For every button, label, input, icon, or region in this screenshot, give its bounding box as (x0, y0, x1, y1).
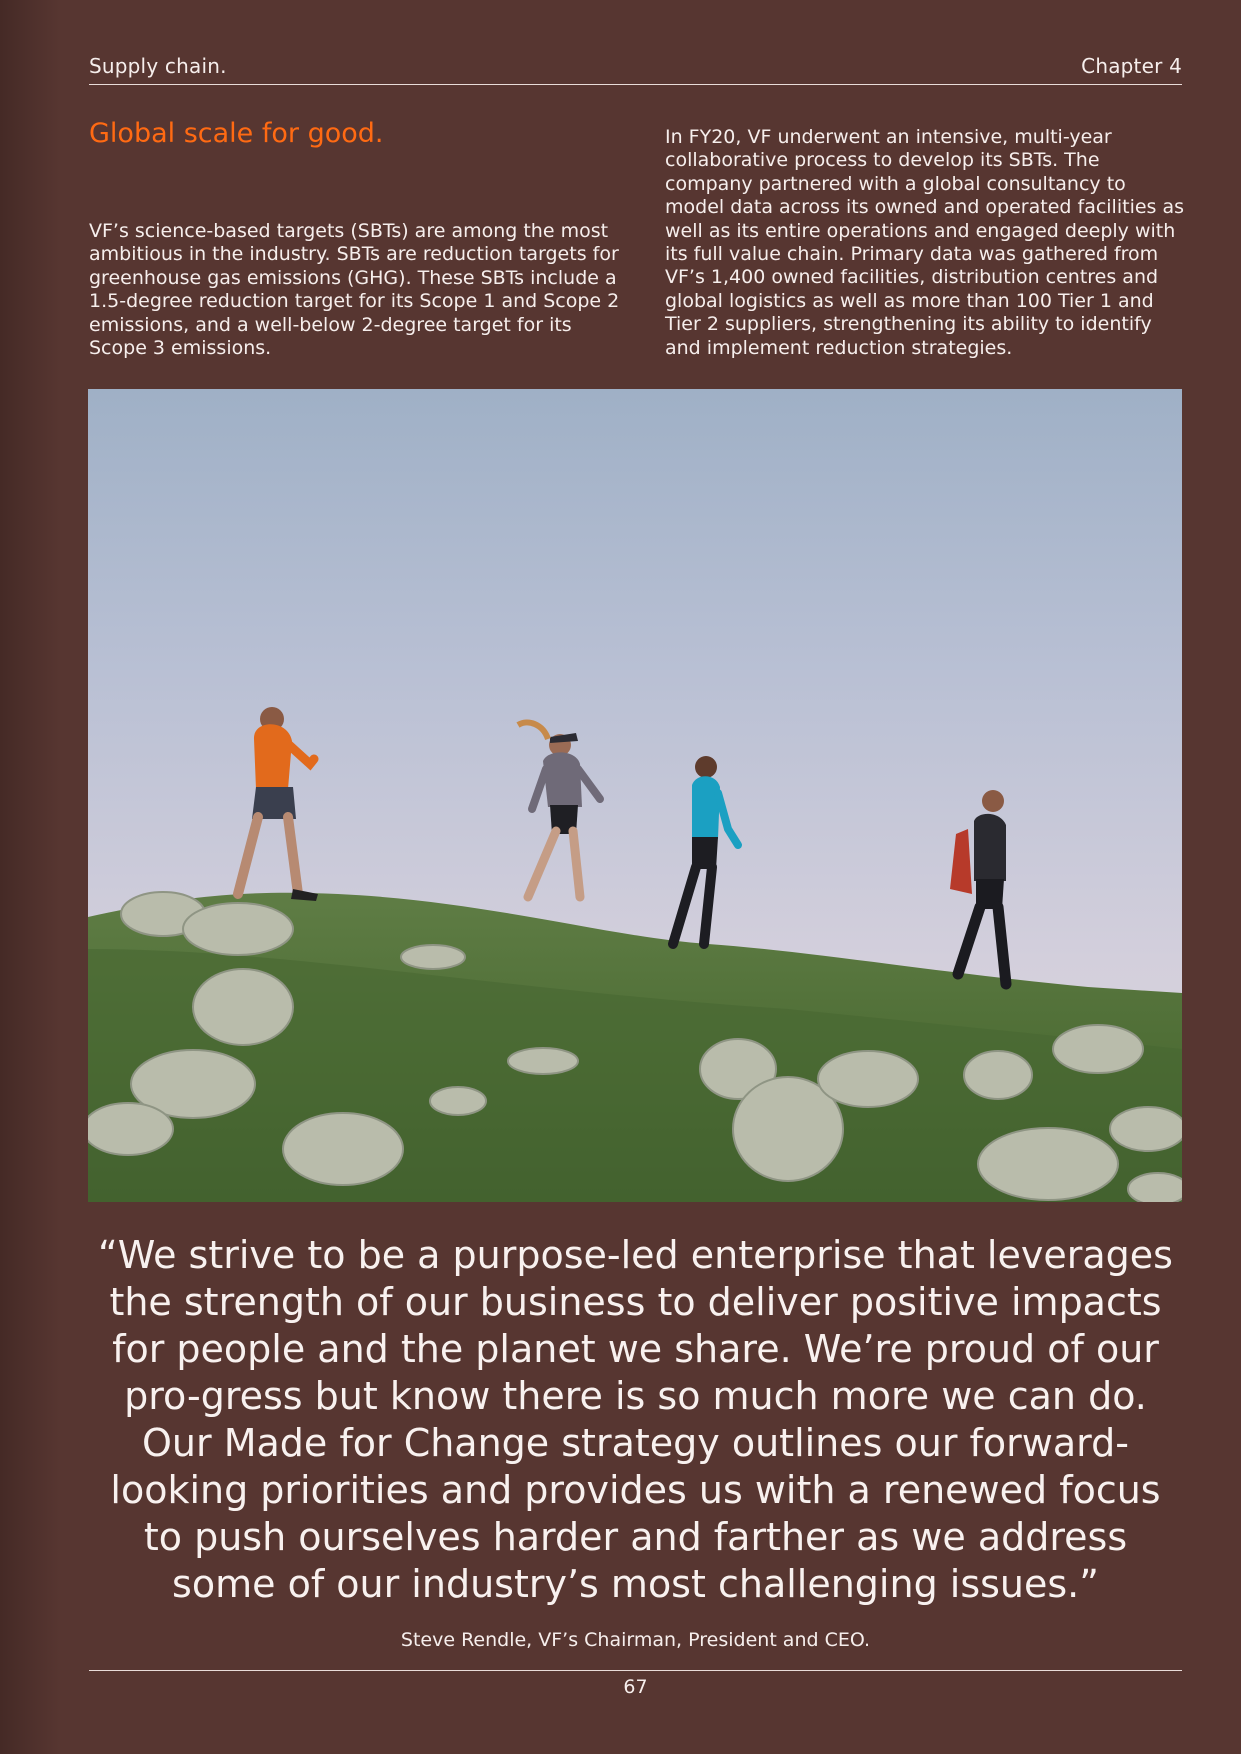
chapter-label: Chapter 4 (1081, 54, 1182, 78)
page-number: 67 (623, 1676, 648, 1698)
hikers-photo (88, 389, 1182, 1202)
page-header (89, 54, 1182, 85)
section-title: Supply chain. (89, 54, 227, 78)
body-text-left: VF’s science-based targets (SBTs) are among the most ambitious in the industry. SBTs are reduction targets for greenhouse gas emissions (GHG). These SBTs include a 1.5-degree reduction target for its Scope 1 and Scope 2 emissions, and a well-below 2-degree target for its Scope 3 emissions. (89, 220, 620, 360)
quote-attribution: Steve Rendle, VF’s Chairman, President and CEO. (400, 1629, 871, 1651)
pull-quote: “We strive to be a purpose-led enterprise that leverages the strength of our business to deliver positive impacts for people and the planet we share. We’re proud of our pro-gress but know there is so much more we can do. Our Made for Change strategy outlines our forward-looking priorities and provides us with a renewed focus to push ourselves harder and farther as we address some of our industry’s most challenging issues.” (98, 1233, 1173, 1606)
footer-divider (89, 1670, 1182, 1671)
body-text-right: In FY20, VF underwent an intensive, multi-year collaborative process to develop its SBTs. The company partnered with a global consultancy to model data across its owned and operated facilities as well as its entire operations and engaged deeply with its full value chain. Primary data was gathered from VF’s 1,400 owned facilities, distribution centres and global logistics as well as more than 100 Tier 1 and Tier 2 suppliers, strengthening its ability to identify and implement reduction strategies. (665, 126, 1185, 359)
page-edge-shadow (0, 0, 60, 1754)
section-heading: Global scale for good. (89, 118, 384, 149)
